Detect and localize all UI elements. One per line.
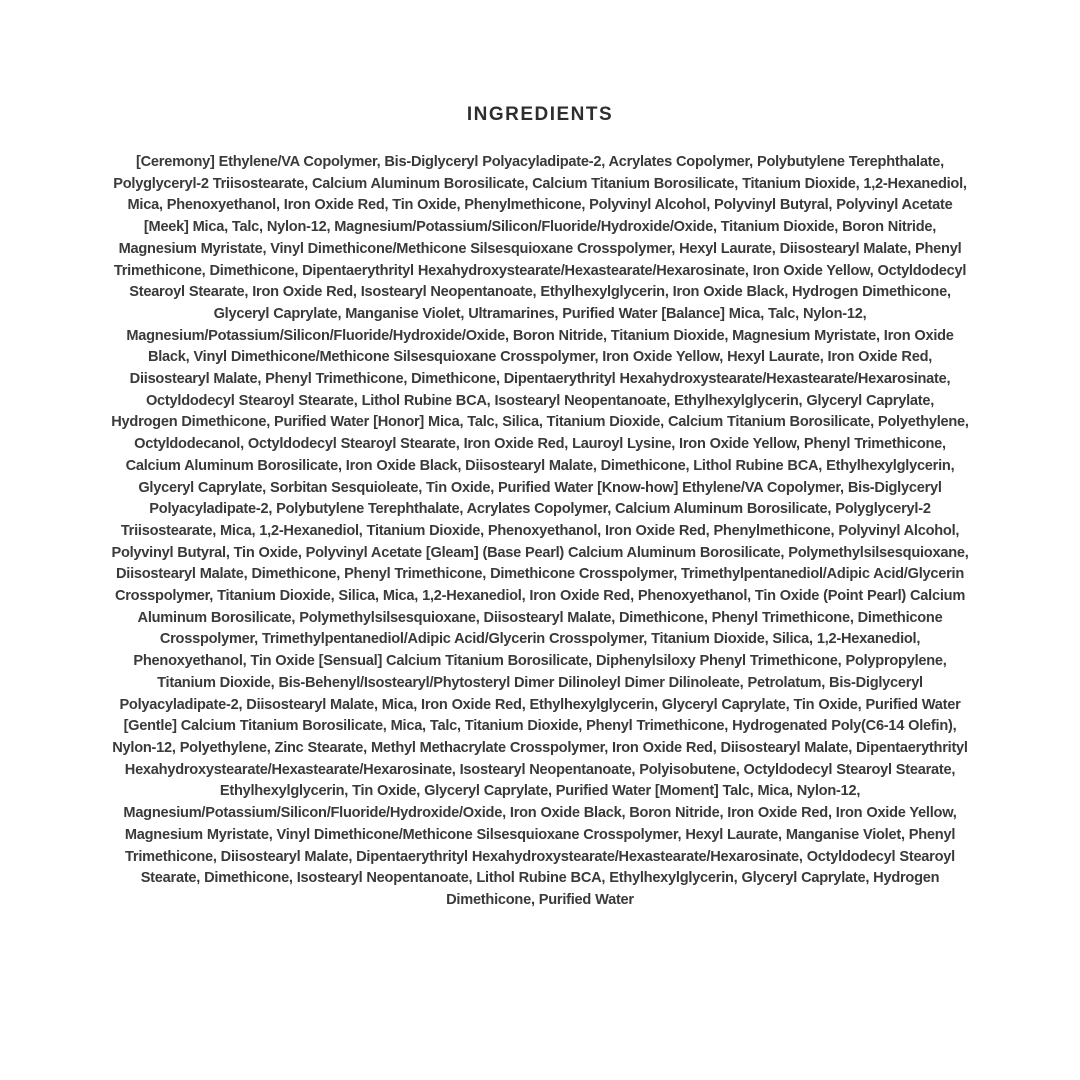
page-title: INGREDIENTS [466, 104, 614, 125]
ingredients-paragraph: [Ceremony] Ethylene/VA Copolymer, Bis-Diglyceryl Polyacyladipate-2, Acrylates Copolymer, Polybutylene Terephthalate, Polyglyceryl-2 Triisostearate, Calcium Aluminum Borosilicate, Calcium Titanium Borosilicate, Titanium Dioxide, 1,2-Hexanediol, Mica, Phenoxyethanol, Iron Oxide Red, Tin Oxide, Phenylmethicone, Polyvinyl Alcohol, Polyvinyl Butyral, Polyvinyl Acetate [Meek] Mica, Talc, Nylon-12, Magnesium/Potassium/Silicon/Fluoride/Hydroxide/Oxide, Titanium Dioxide, Boron Nitride, Magnesium Myristate, Vinyl Dimethicone/Methicone Silsesquioxane Crosspolymer, Hexyl Laurate, Diisostearyl Malate, Phenyl Trimethicone, Dimethicone, Dipentaerythrityl Hexahydroxystearate/Hexastearate/Hexarosinate, Iron Oxide Yellow, Octyldodecyl Stearoyl Stearate, Iron Oxide Red, Isostearyl Neopentanoate, Ethylhexylglycerin, Iron Oxide Black, Hydrogen Dimethicone, Glyceryl Caprylate, Manganise Violet, Ultramarines, Purified Water [Balance] Mica, Talc, Nylon-12, Magnesium/Potassium/Silicon/Fluoride/Hydroxide/Oxide, Boron Nitride, Titanium Dioxide, Magnesium Myristate, Iron Oxide Black, Vinyl Dimethicone/Methicone Silsesquioxane Crosspolymer, Iron Oxide Yellow, Hexyl Laurate, Iron Oxide Red, Diisostearyl Malate, Phenyl Trimethicone, Dimethicone, Dipentaerythrityl Hexahydroxystearate/Hexastearate/Hexarosinate, Octyldodecyl Stearoyl Stearate, Lithol Rubine BCA, Isostearyl Neopentanoate, Ethylhexylglycerin, Glyceryl Caprylate, Hydrogen Dimethicone, Purified Water [Honor] Mica, Talc, Silica, Titanium Dioxide, Calcium Titanium Borosilicate, Polyethylene, Octyldodecanol, Octyldodecyl Stearoyl Stearate, Iron Oxide Red, Lauroyl Lysine, Iron Oxide Yellow, Phenyl Trimethicone, Calcium Aluminum Borosilicate, Iron Oxide Black, Diisostearyl Malate, Dimethicone, Lithol Rubine BCA, Ethylhexylglycerin, Glyceryl Caprylate, Sorbitan Sesquioleate, Tin Oxide, Purified Water [Know-how] Ethylene/VA Copolymer, Bis-Diglyceryl Polyacyladipate-2, Polybutylene Terephthalate, Acrylates Copolymer, Calcium Aluminum Borosilicate, Polyglyceryl-2 Triisostearate, Mica, 1,2-Hexanediol, Titanium Dioxide, Phenoxyethanol, Iron Oxide Red, Phenylmethicone, Polyvinyl Alcohol, Polyvinyl Butyral, Tin Oxide, Polyvinyl Acetate [Gleam] (Base Pearl) Calcium Aluminum Borosilicate, Polymethylsilsesquioxane, Diisostearyl Malate, Dimethicone, Phenyl Trimethicone, Dimethicone Crosspolymer, Trimethylpentanediol/Adipic Acid/Glycerin Crosspolymer, Titanium Dioxide, Silica, Mica, 1,2-Hexanediol, Iron Oxide Red, Phenoxyethanol, Tin Oxide (Point Pearl) Calcium Aluminum Borosilicate, Polymethylsilsesquioxane, Diisostearyl Malate, Dimethicone, Phenyl Trimethicone, Dimethicone Crosspolymer, Trimethylpentanediol/Adipic Acid/Glycerin Crosspolymer, Titanium Dioxide, Silica, 1,2-Hexanediol, Phenoxyethanol, Tin Oxide [Sensual] Calcium Titanium Borosilicate, Diphenylsiloxy Phenyl Trimethicone, Polypropylene, Titanium Dioxide, Bis-Behenyl/Isostearyl/Phytosteryl Dimer Dilinoleyl Dimer Dilinoleate, Petrolatum, Bis-Diglyceryl Polyacyladipate-2, Diisostearyl Malate, Mica, Iron Oxide Red, Ethylhexylglycerin, Glyceryl Caprylate, Tin Oxide, Purified Water [Gentle] Calcium Titanium Borosilicate, Mica, Talc, Titanium Dioxide, Phenyl Trimethicone, Hydrogenated Poly(C6-14 Olefin), Nylon-12, Polyethylene, Zinc Stearate, Methyl Methacrylate Crosspolymer, Iron Oxide Red, Diisostearyl Malate, Dipentaerythrityl Hexahydroxystearate/Hexastearate/Hexarosinate, Isostearyl Neopentanoate, Polyisobutene, Octyldodecyl Stearoyl Stearate, Ethylhexylglycerin, Tin Oxide, Glyceryl Caprylate, Purified Water [Moment] Talc, Mica, Nylon-12, Magnesium/Potassium/Silicon/Fluoride/Hydroxide/Oxide, Iron Oxide Black, Boron Nitride, Iron Oxide Red, Iron Oxide Yellow, Magnesium Myristate, Vinyl Dimethicone/Methicone Silsesquioxane Crosspolymer, Hexyl Laurate, Manganise Violet, Phenyl Trimethicone, Diisostearyl Malate, Dipentaerythrityl Hexahydroxystearate/Hexastearate/Hexarosinate, Octyldodecyl Stearoyl Stearate, Dimethicone, Isostearyl Neopentanoate, Lithol Rubine BCA, Ethylhexylglycerin, Glyceryl Caprylate, Hydrogen Dimethicone, Purified Water [111, 154, 969, 908]
